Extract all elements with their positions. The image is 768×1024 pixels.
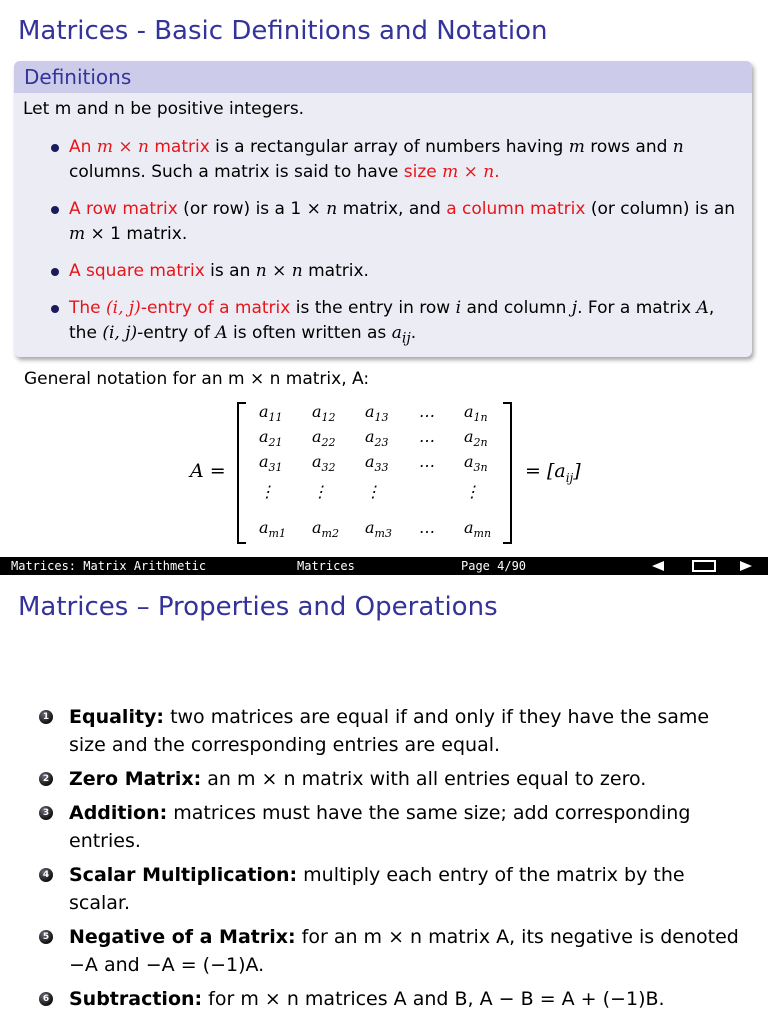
number-badge: 6 — [39, 992, 53, 1006]
definition-text: m × n — [442, 162, 495, 182]
intro-text: Let m and n be positive integers. — [23, 99, 305, 119]
definition-text: is often written as — [227, 323, 392, 343]
definition-text: a column matrix — [446, 199, 586, 219]
matrix-entry: $a_{22}$ — [312, 427, 336, 450]
number-badge: 2 — [39, 772, 53, 786]
definition-text: A square matrix — [69, 261, 205, 281]
matrix-right-bracket — [503, 402, 512, 544]
operation-item — [0, 861, 768, 917]
matrix-notation — [0, 400, 768, 545]
definition-text: n — [672, 137, 684, 157]
matrix-entry: … — [419, 427, 435, 446]
definition-text: A row matrix — [69, 199, 178, 219]
matrix-entry: $a_{13}$ — [365, 402, 389, 425]
matrix-entry: $a_{2n}$ — [464, 427, 488, 450]
operation-description: for m × n matrices A and B, A − B = A + (−1)B. — [202, 988, 665, 1010]
definition-text: The — [69, 298, 107, 318]
footer-section: Matrices: Matrix Arithmetic — [11, 559, 207, 573]
definition-text: × 1 matrix. — [85, 224, 188, 244]
definition-item — [14, 296, 752, 351]
matrix-entry: … — [419, 452, 435, 471]
matrix-entry: … — [419, 518, 435, 537]
definitions-list — [14, 135, 752, 357]
matrix-entry: $a_{33}$ — [365, 452, 389, 475]
definition-text: is a rectangular array of numbers having — [209, 137, 569, 157]
operation-term: Addition: — [69, 802, 168, 824]
definition-text: size — [403, 162, 443, 182]
definition-text: is the entry in row — [290, 298, 456, 318]
definition-text: matrix, and — [337, 199, 447, 219]
general-notation-text: General notation for an m × n matrix, A: — [24, 369, 370, 389]
matrix-entry: ⋮ — [259, 482, 275, 501]
definition-text: m — [568, 137, 585, 157]
definition-text: -entry of — [137, 323, 216, 343]
definition-text: (or row) is a 1 × — [177, 199, 327, 219]
matrix-entry: $a_{31}$ — [259, 452, 283, 475]
definitions-block — [14, 61, 752, 357]
prev-arrow-icon[interactable] — [650, 557, 666, 575]
operation-item — [0, 985, 768, 1013]
operation-description: an m × n matrix with all entries equal to zero. — [201, 768, 647, 790]
matrix-entry: $a_{m3}$ — [365, 518, 392, 541]
operation-term: Equality: — [69, 706, 165, 728]
matrix-entry: $a_{21}$ — [259, 427, 283, 450]
definition-text: -entry of a matrix — [140, 298, 291, 318]
operation-term: Negative of a Matrix: — [69, 926, 296, 948]
definition-text: $a_{ij}$ — [391, 323, 411, 347]
number-badge: 3 — [39, 806, 53, 820]
definition-text: (or column) is an — [585, 199, 736, 219]
matrix-rhs: = $[a_{ij}]$ — [525, 460, 581, 485]
footer-page: Page 4/90 — [461, 559, 527, 573]
matrix-entry: $a_{11}$ — [259, 402, 283, 425]
definition-text: m × n — [96, 137, 149, 157]
matrix-entry: ⋮ — [312, 482, 328, 501]
definition-text: (i, j) — [102, 323, 138, 343]
matrix-entry: $a_{1n}$ — [464, 402, 488, 425]
slide-properties-operations — [0, 575, 768, 1024]
slide-title-2: Matrices – Properties and Operations — [18, 592, 498, 622]
operation-description: for an m × n matrix A, its negative is denoted −A and −A = (−1)A. — [69, 926, 739, 976]
definition-item — [14, 197, 752, 247]
definition-text: matrix — [148, 137, 210, 157]
definition-text: n — [326, 199, 338, 219]
definition-text: m — [69, 224, 86, 244]
matrix-lhs: A = — [190, 460, 226, 482]
definition-text: (i, j) — [106, 298, 141, 318]
definition-text: . For a matrix — [577, 298, 697, 318]
footer-title: Matrices — [297, 559, 355, 573]
definition-text: . — [494, 162, 500, 182]
definition-text: matrix. — [302, 261, 369, 281]
operation-term: Zero Matrix: — [69, 768, 202, 790]
definition-text: j — [571, 298, 578, 318]
definition-text: i — [455, 298, 462, 318]
operation-description: two matrices are equal if and only if they have the same size and the corresponding entries are equal. — [69, 706, 710, 756]
block-title: Definitions — [14, 61, 752, 93]
definition-text: A — [215, 323, 228, 343]
definition-text: is an — [204, 261, 256, 281]
definition-text: columns. Such a matrix is said to have — [69, 162, 404, 182]
matrix-entry: $a_{m1}$ — [259, 518, 286, 541]
matrix-left-bracket — [237, 402, 246, 544]
definition-text: rows and — [584, 137, 673, 157]
matrix-entry: $a_{23}$ — [365, 427, 389, 450]
operation-description: multiply each entry of the matrix by the scalar. — [69, 864, 685, 914]
definition-text: An — [69, 137, 97, 157]
operation-item — [0, 703, 768, 759]
definition-text: n × n — [255, 261, 303, 281]
operations-list — [0, 703, 768, 1019]
operation-term: Subtraction: — [69, 988, 203, 1010]
frame-icon[interactable] — [690, 557, 718, 575]
matrix-entry: $a_{32}$ — [312, 452, 336, 475]
matrix-entry: ⋮ — [464, 482, 480, 501]
matrix-entry: $a_{m2}$ — [312, 518, 339, 541]
number-badge: 4 — [39, 868, 53, 882]
matrix-entry: $a_{mn}$ — [464, 518, 492, 541]
matrix-entry: $a_{3n}$ — [464, 452, 488, 475]
operation-term: Scalar Multiplication: — [69, 864, 298, 886]
operation-item — [0, 923, 768, 979]
next-arrow-icon[interactable] — [738, 557, 754, 575]
definition-item — [14, 135, 752, 185]
definition-text: , the — [69, 298, 715, 343]
operation-description: matrices must have the same size; add corresponding entries. — [69, 802, 691, 852]
matrix-entry: $a_{12}$ — [312, 402, 336, 425]
footer-bar — [0, 557, 768, 575]
operation-item — [0, 765, 768, 793]
definition-item — [14, 259, 752, 284]
definition-text: A — [696, 298, 709, 318]
number-badge: 1 — [39, 710, 53, 724]
matrix-entry: … — [419, 402, 435, 421]
slide-title: Matrices - Basic Definitions and Notation — [18, 16, 548, 46]
operation-item — [0, 799, 768, 855]
definition-text: . — [410, 323, 417, 343]
number-badge: 5 — [39, 930, 53, 944]
definition-text: and column — [461, 298, 572, 318]
matrix-entry: ⋮ — [365, 482, 381, 501]
